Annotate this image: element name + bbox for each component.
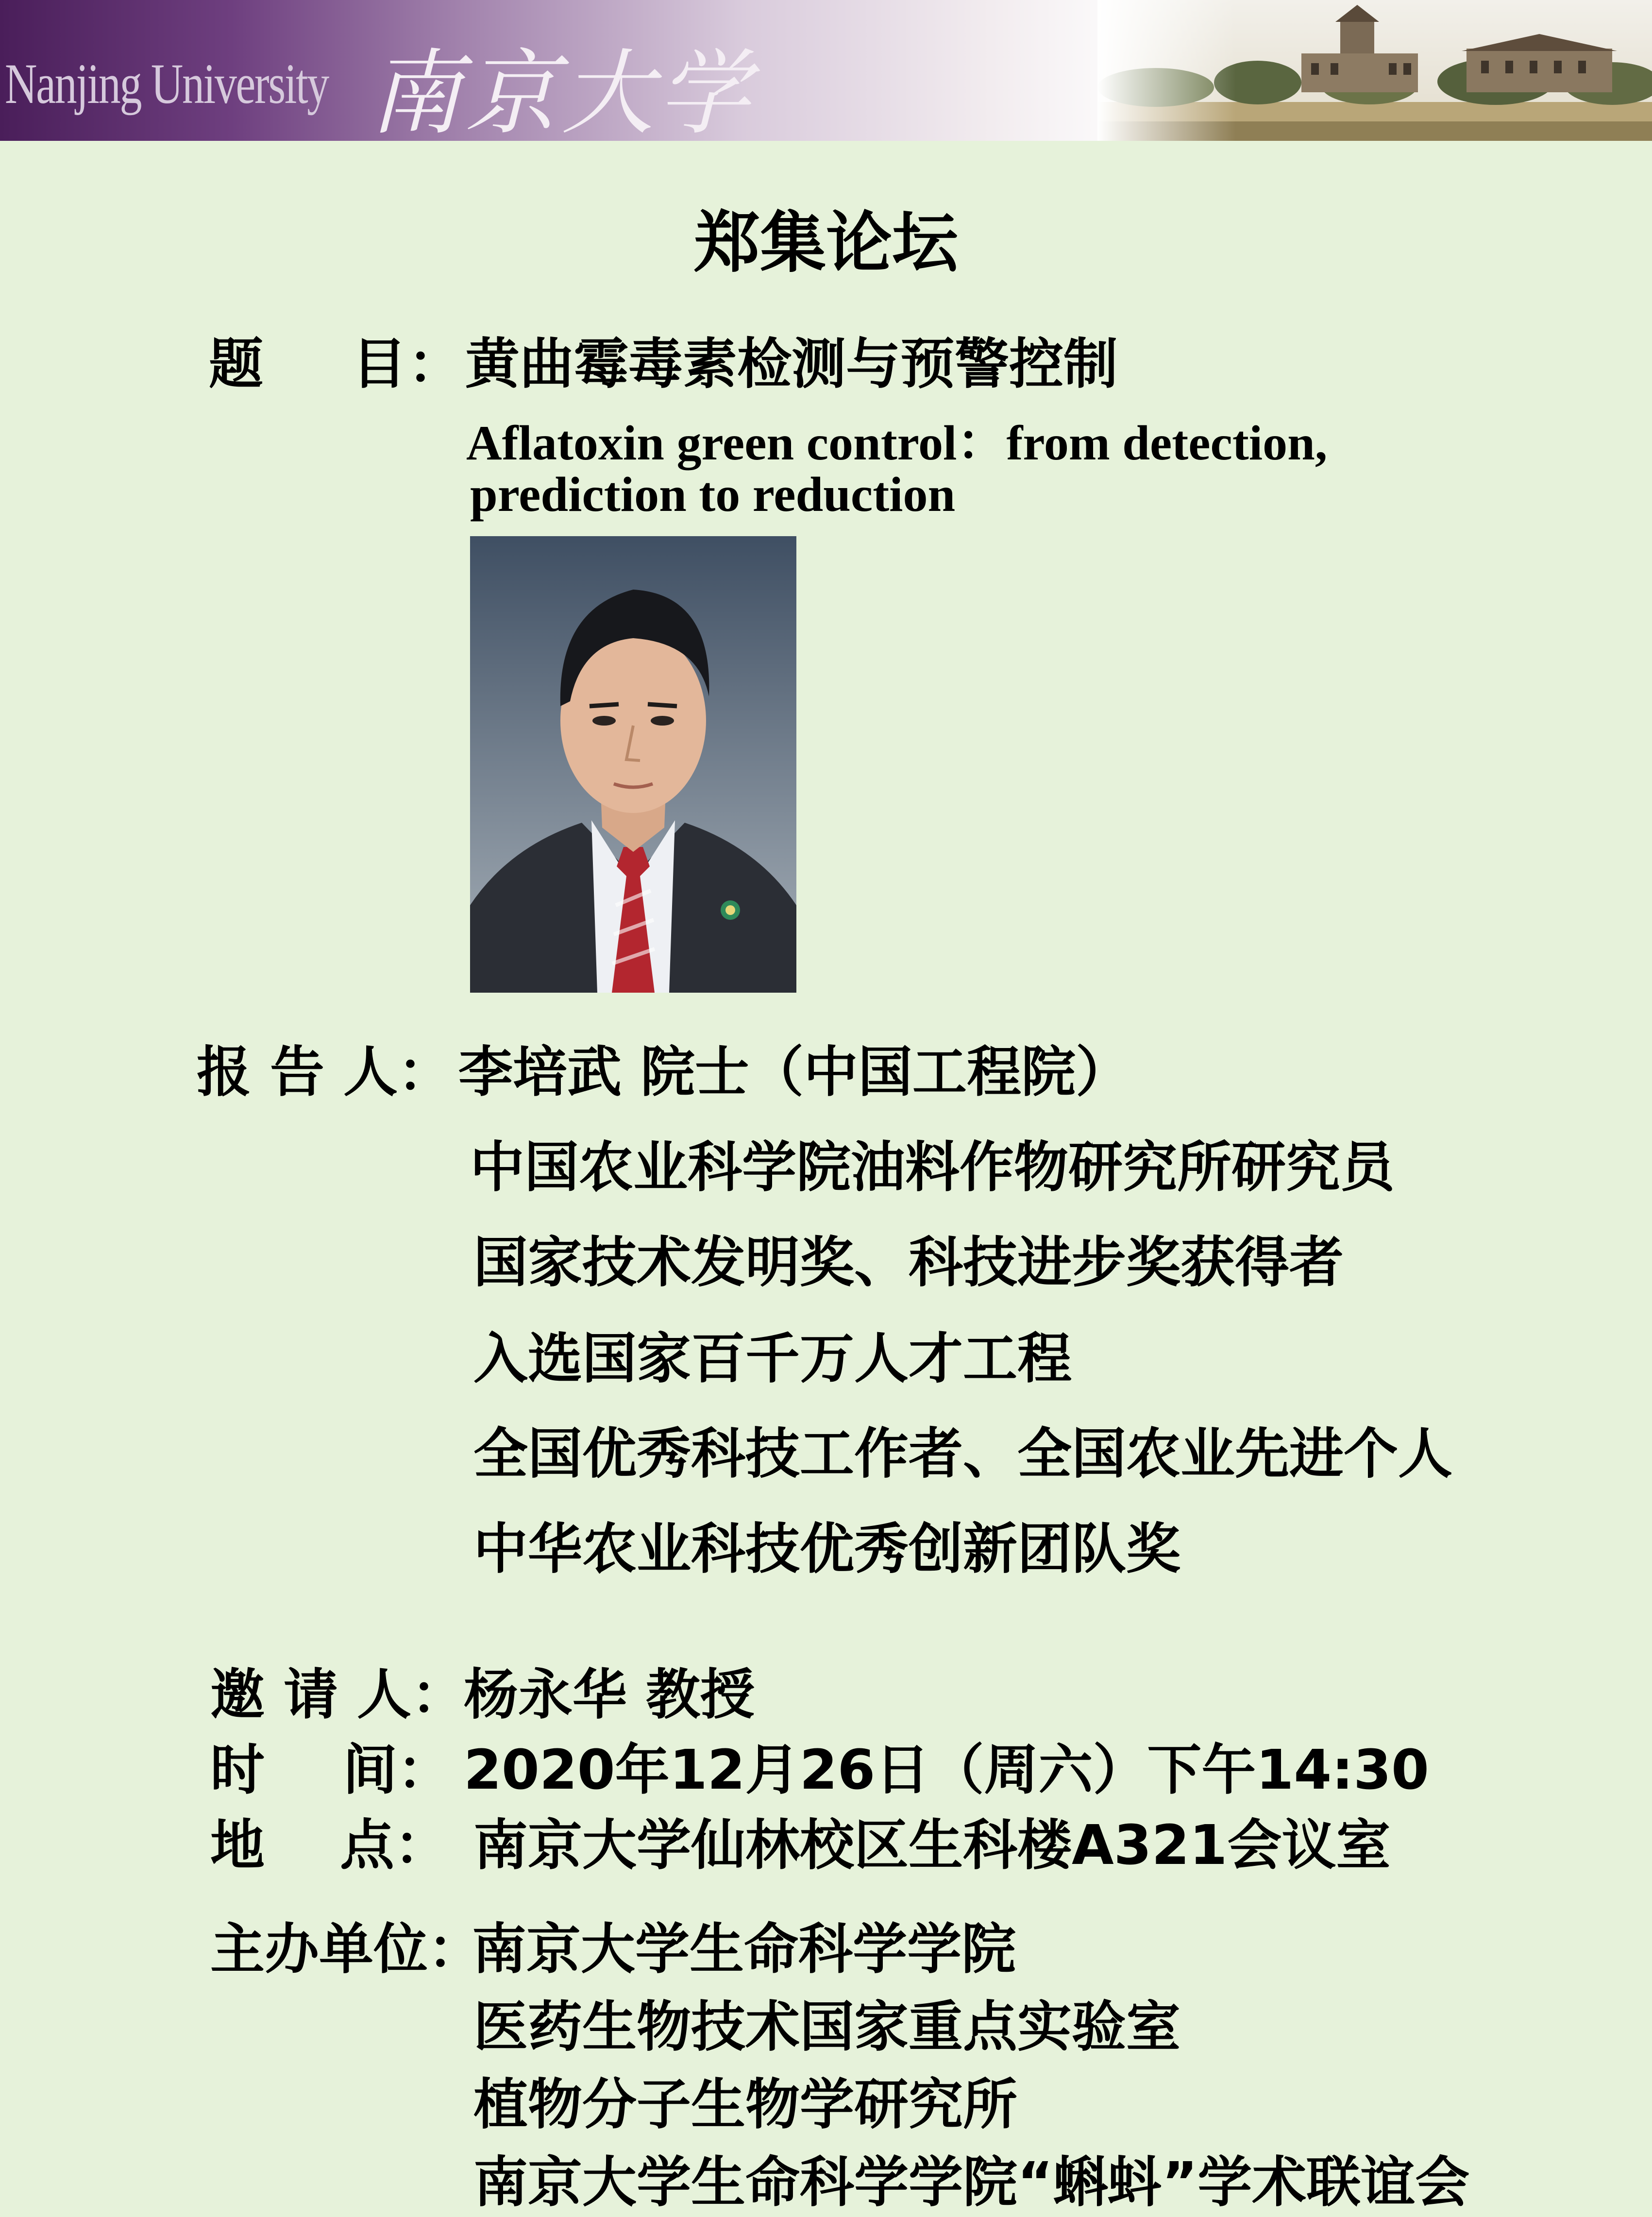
speaker-credential: 中华农业科技优秀创新团队奖: [473, 1518, 1180, 1581]
campus-photo: [1097, 0, 1652, 141]
speaker-name: 李培武 院士（中国工程院）: [458, 1041, 1130, 1104]
speaker-label: 报 告 人：: [197, 1041, 452, 1104]
speaker-credential: 全国优秀科技工作者、全国农业先进个人: [473, 1422, 1452, 1486]
header-banner: [0, 0, 1652, 141]
topic-title-cn: 黄曲霉毒素检测与预警控制: [465, 333, 1118, 396]
organizer-item: 南京大学生命科学学院“蝌蚪”学术联谊会: [473, 2151, 1470, 2214]
topic-colon: ：: [408, 333, 462, 396]
speaker-credential: 国家技术发明奖、科技进步奖获得者: [473, 1231, 1344, 1294]
location-label-1: 地: [210, 1814, 265, 1877]
organizer-item: 南京大学生命科学学院: [472, 1918, 1016, 1981]
topic-label-1: 题: [209, 333, 263, 396]
speaker-portrait: [470, 536, 796, 993]
topic-label-2: 目: [352, 333, 406, 396]
time-label-1: 时: [210, 1739, 265, 1802]
university-name-en: Nanjing University: [5, 52, 328, 116]
location-label-2: 点：: [340, 1814, 449, 1877]
organizers-label: 主办单位：: [210, 1918, 482, 1981]
inviter-value: 杨永华 教授: [464, 1663, 755, 1726]
speaker-credential: 入选国家百千万人才工程: [473, 1327, 1072, 1390]
page-title: 郑集论坛: [694, 205, 958, 282]
topic-title-en-line1: Aflatoxin green control：from detection,: [466, 416, 1328, 471]
organizer-item: 植物分子生物学研究所: [473, 2073, 1017, 2136]
inviter-label: 邀 请 人：: [210, 1663, 466, 1726]
topic-title-en-line2: prediction to reduction: [470, 467, 956, 522]
location-value: 南京大学仙林校区生科楼A321会议室: [473, 1814, 1391, 1877]
time-value: 2020年12月26日（周六）下午14:30: [464, 1739, 1429, 1802]
speaker-credential: 中国农业科学院油料作物研究所研究员: [470, 1136, 1395, 1199]
organizer-item: 医药生物技术国家重点实验室: [473, 1996, 1180, 2059]
time-label-2: 间：: [343, 1739, 452, 1802]
university-name-cn: 南京大学: [369, 40, 754, 141]
